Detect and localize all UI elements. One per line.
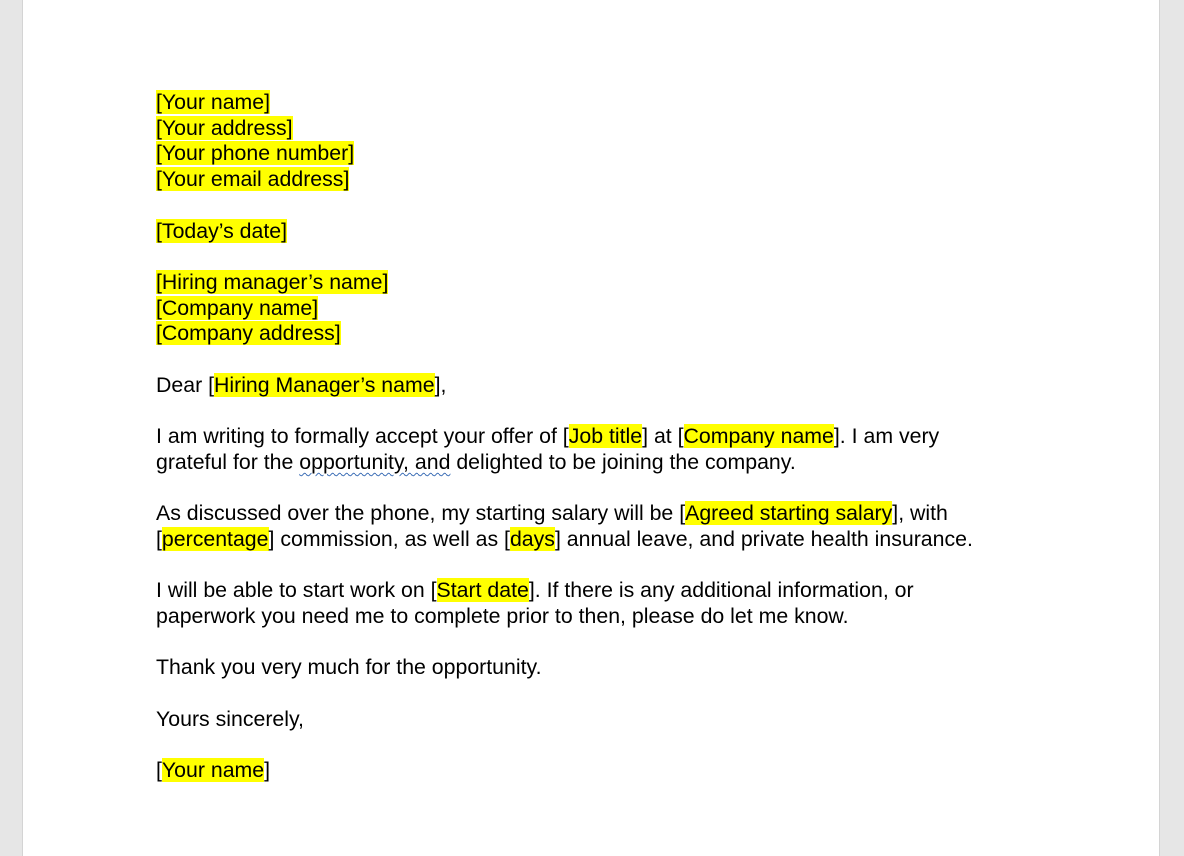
p3-start-date: Start date [436,578,529,603]
p1-grammar-flag[interactable]: opportunity, and [299,449,451,474]
p1-text-5: delighted to be joining the company. [450,449,796,474]
p2-text-3: [ [156,526,162,551]
p2-text-1: As discussed over the phone, my starting salary will be [ [156,501,686,526]
p2-days: days [509,526,555,551]
p2-salary: Agreed starting salary [685,501,893,526]
recipient-block [156,270,1056,347]
paragraph-thanks [156,655,1056,681]
p4-text: Thank you very much for the opportunity. [156,655,542,680]
p2-text-2: ], with [892,501,948,526]
salutation [156,373,1056,399]
salutation-suffix: ], [434,372,447,397]
salutation-name: Hiring Manager’s name [214,372,435,397]
signature-close: ] [264,758,271,783]
salutation-prefix: Dear [ [156,372,214,397]
p1-text-2: ] at [ [642,424,684,449]
p3-text-2: ]. If there is any additional information, or [528,578,914,603]
paragraph-salary [156,501,1056,552]
signature [156,758,1056,784]
p2-text-4: ] commission, as well as [ [268,526,510,551]
p1-text-1: I am writing to formally accept your offer of [ [156,424,569,449]
recipient-company: [Company name] [156,295,319,320]
p3-text-3: paperwork you need me to complete prior to then, please do let me know. [156,603,849,628]
p1-text-4: grateful for the [156,449,300,474]
closing [156,707,1056,733]
recipient-address: [Company address] [156,321,341,346]
sender-block [156,90,1056,193]
signature-name: Your name [161,758,265,783]
letter-date: [Today’s date] [156,218,288,243]
recipient-manager: [Hiring manager’s name] [156,269,389,294]
sender-phone: [Your phone number] [156,141,355,166]
letter-body[interactable] [156,90,1056,810]
p2-text-5: ] annual leave, and private health insurance. [554,526,973,551]
sender-address: [Your address] [156,115,293,140]
paragraph-start-date [156,578,1056,629]
p1-job-title: Job title [568,424,643,449]
closing-text: Yours sincerely, [156,706,304,731]
document-page[interactable] [22,0,1160,856]
sender-name: [Your name] [156,90,271,114]
paragraph-acceptance [156,424,1056,475]
date-block [156,219,1056,245]
p3-text-1: I will be able to start work on [ [156,578,437,603]
p1-text-3: ]. I am very [833,424,940,449]
p1-company-name: Company name [683,424,834,449]
sender-email: [Your email address] [156,167,350,192]
signature-open: [ [156,758,162,783]
p2-percentage: percentage [161,526,269,551]
